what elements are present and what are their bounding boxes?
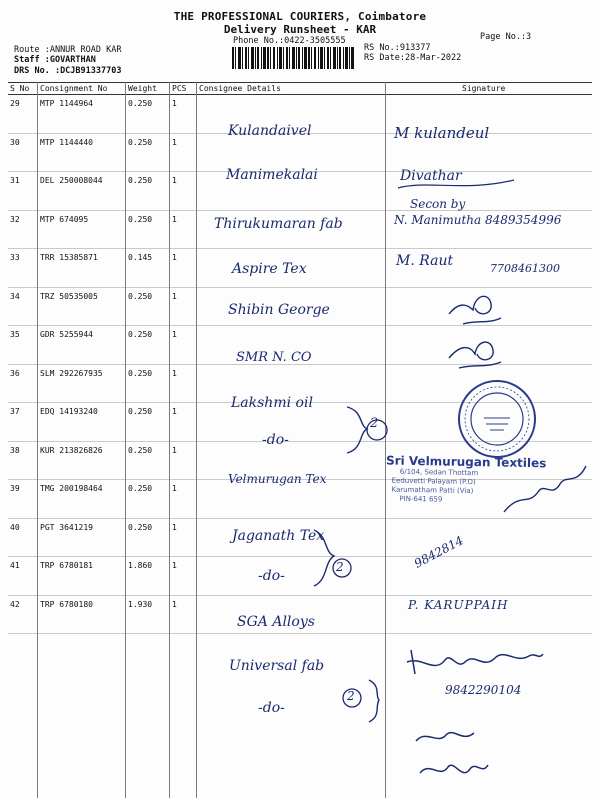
cell-sno: 37 <box>8 403 38 442</box>
signature: 7708461300 <box>490 262 560 275</box>
cell-consignment-no: EDQ 14193240 <box>38 403 126 442</box>
rs-number: RS No.:913377 <box>364 43 431 53</box>
signature: P. KARUPPAIH <box>408 598 509 612</box>
handwritten-consignee: Shibin George <box>228 302 330 318</box>
cell-sno: 31 <box>8 172 38 211</box>
cell-sno: 35 <box>8 326 38 365</box>
stamp-company-name: Sri Velmurugan Textiles <box>385 453 547 471</box>
handwritten-consignee: Universal fab <box>229 658 325 674</box>
cell-consignment-no: TRP 6780181 <box>38 557 126 596</box>
signature-scribble <box>405 640 545 680</box>
cell-consignment-no: TRZ 50535005 <box>38 287 126 326</box>
stamp-address-line: Eeduvetti Palayam (P.O) <box>391 476 476 487</box>
cell-consignee-details <box>197 557 402 596</box>
cell-weight: 0.250 <box>126 95 170 134</box>
handwritten-consignee: Aspire Tex <box>232 261 307 277</box>
cell-pcs: 1 <box>170 133 197 172</box>
cell-weight: 1.930 <box>126 595 170 634</box>
column-divider <box>196 82 197 798</box>
cell-consignment-no: MTP 1144964 <box>38 95 126 134</box>
rs-date: RS Date:28-Mar-2022 <box>364 53 462 63</box>
cell-consignment-no: TRP 6780180 <box>38 595 126 634</box>
cell-consignment-no: GDR 5255944 <box>38 326 126 365</box>
handwritten-consignee: -do- <box>258 568 285 584</box>
signature: N. Manimutha 8489354996 <box>394 213 562 227</box>
cell-weight: 0.250 <box>126 133 170 172</box>
column-divider <box>169 82 170 798</box>
phone-number: Phone No.:0422-3505555 <box>233 36 346 46</box>
cell-sno: 30 <box>8 133 38 172</box>
cell-sno: 29 <box>8 95 38 134</box>
cell-pcs: 1 <box>170 403 197 442</box>
cell-pcs: 1 <box>170 595 197 634</box>
brace-mark <box>345 405 390 455</box>
company-title: THE PROFESSIONAL COURIERS, Coimbatore <box>173 10 427 23</box>
cell-sno: 38 <box>8 441 38 480</box>
cell-consignment-no: TRR 15385871 <box>38 249 126 288</box>
cell-weight: 0.250 <box>126 287 170 326</box>
brace-mark <box>335 676 385 726</box>
cell-pcs: 1 <box>170 326 197 365</box>
cell-sno: 36 <box>8 364 38 403</box>
cell-weight: 0.250 <box>126 326 170 365</box>
cell-weight: 0.250 <box>126 210 170 249</box>
handwritten-consignee: -do- <box>262 432 289 448</box>
circled-number: 2 <box>336 560 344 574</box>
col-weight: Weight <box>126 83 170 95</box>
cell-consignment-no: DEL 250008044 <box>38 172 126 211</box>
cell-pcs: 1 <box>170 364 197 403</box>
cell-weight: 0.250 <box>126 480 170 519</box>
cell-pcs: 1 <box>170 210 197 249</box>
signature-scribble <box>500 462 590 522</box>
cell-sno: 40 <box>8 518 38 557</box>
stamp-address-line: PIN-641 659 <box>399 494 443 504</box>
drs-line: DRS No. :DCJB91337703 <box>14 66 122 76</box>
cell-weight: 0.145 <box>126 249 170 288</box>
cell-weight: 0.250 <box>126 518 170 557</box>
circled-number: 2 <box>347 689 355 703</box>
handwritten-consignee: Jaganath Tex <box>232 528 325 544</box>
round-seal-stamp <box>456 378 538 460</box>
signature: M. Raut <box>396 253 454 269</box>
signature-scribble <box>445 284 505 334</box>
stamp-address-line: Karumatham Patti (Via) <box>391 485 474 496</box>
handwritten-consignee: SGA Alloys <box>237 614 315 630</box>
cell-pcs: 1 <box>170 557 197 596</box>
cell-weight: 1.860 <box>126 557 170 596</box>
cell-weight: 0.250 <box>126 172 170 211</box>
handwritten-consignee: Velmurugan Tex <box>228 472 327 486</box>
cell-consignment-no: KUR 213826826 <box>38 441 126 480</box>
signature: Divathar <box>400 168 462 184</box>
cell-sno: 34 <box>8 287 38 326</box>
table-header-row <box>8 83 592 95</box>
document-title: Delivery Runsheet - KAR <box>223 23 377 36</box>
column-divider <box>37 82 38 798</box>
cell-sno: 32 <box>8 210 38 249</box>
signature-scribble <box>445 332 505 377</box>
cell-pcs: 1 <box>170 480 197 519</box>
page-number: Page No.:3 <box>480 32 532 42</box>
signature-scribble <box>410 725 490 797</box>
staff-line: Staff :GOVARTHAN <box>14 55 96 65</box>
cell-sno: 41 <box>8 557 38 596</box>
cell-pcs: 1 <box>170 95 197 134</box>
signature: 9842290104 <box>445 683 522 697</box>
cell-consignment-no: SLM 292267935 <box>38 364 126 403</box>
cell-pcs: 1 <box>170 518 197 557</box>
brace-mark <box>312 528 362 588</box>
cell-weight: 0.250 <box>126 364 170 403</box>
handwritten-consignee: Lakshmi oil <box>231 395 313 411</box>
col-consignment: Consignment No <box>38 83 126 95</box>
signature: M kulandeul <box>394 124 490 142</box>
cell-pcs: 1 <box>170 441 197 480</box>
handwritten-consignee: Thirukumaran fab <box>214 216 343 232</box>
stamp-address-line: 6/104, Sedan Thottam <box>399 467 479 478</box>
route-line: Route :ANNUR ROAD KAR <box>14 45 122 55</box>
column-divider <box>125 82 126 798</box>
handwritten-consignee: Manimekalai <box>226 167 318 183</box>
signature: 9842814 <box>411 533 466 571</box>
cell-pcs: 1 <box>170 249 197 288</box>
col-pcs: PCS <box>170 83 197 95</box>
circled-number: 2 <box>370 416 379 431</box>
cell-weight: 0.250 <box>126 403 170 442</box>
cell-pcs: 1 <box>170 172 197 211</box>
col-signature: Signature <box>402 83 592 95</box>
barcode <box>232 47 354 69</box>
cell-consignment-no: TMG 200198464 <box>38 480 126 519</box>
cell-weight: 0.250 <box>126 441 170 480</box>
cell-sno: 33 <box>8 249 38 288</box>
handwritten-consignee: SMR N. CO <box>236 350 312 365</box>
col-sno: S No <box>8 83 38 95</box>
cell-sno: 42 <box>8 595 38 634</box>
cell-consignment-no: MTP 674095 <box>38 210 126 249</box>
handwritten-consignee: -do- <box>258 700 285 716</box>
cell-consignment-no: MTP 1144440 <box>38 133 126 172</box>
cell-sno: 39 <box>8 480 38 519</box>
handwritten-consignee: Kulandaivel <box>228 123 312 139</box>
cell-consignment-no: PGT 3641219 <box>38 518 126 557</box>
signature: Secon by <box>410 197 466 211</box>
cell-pcs: 1 <box>170 287 197 326</box>
col-consignee: Consignee Details <box>197 83 402 95</box>
signature-scribble <box>396 168 516 192</box>
